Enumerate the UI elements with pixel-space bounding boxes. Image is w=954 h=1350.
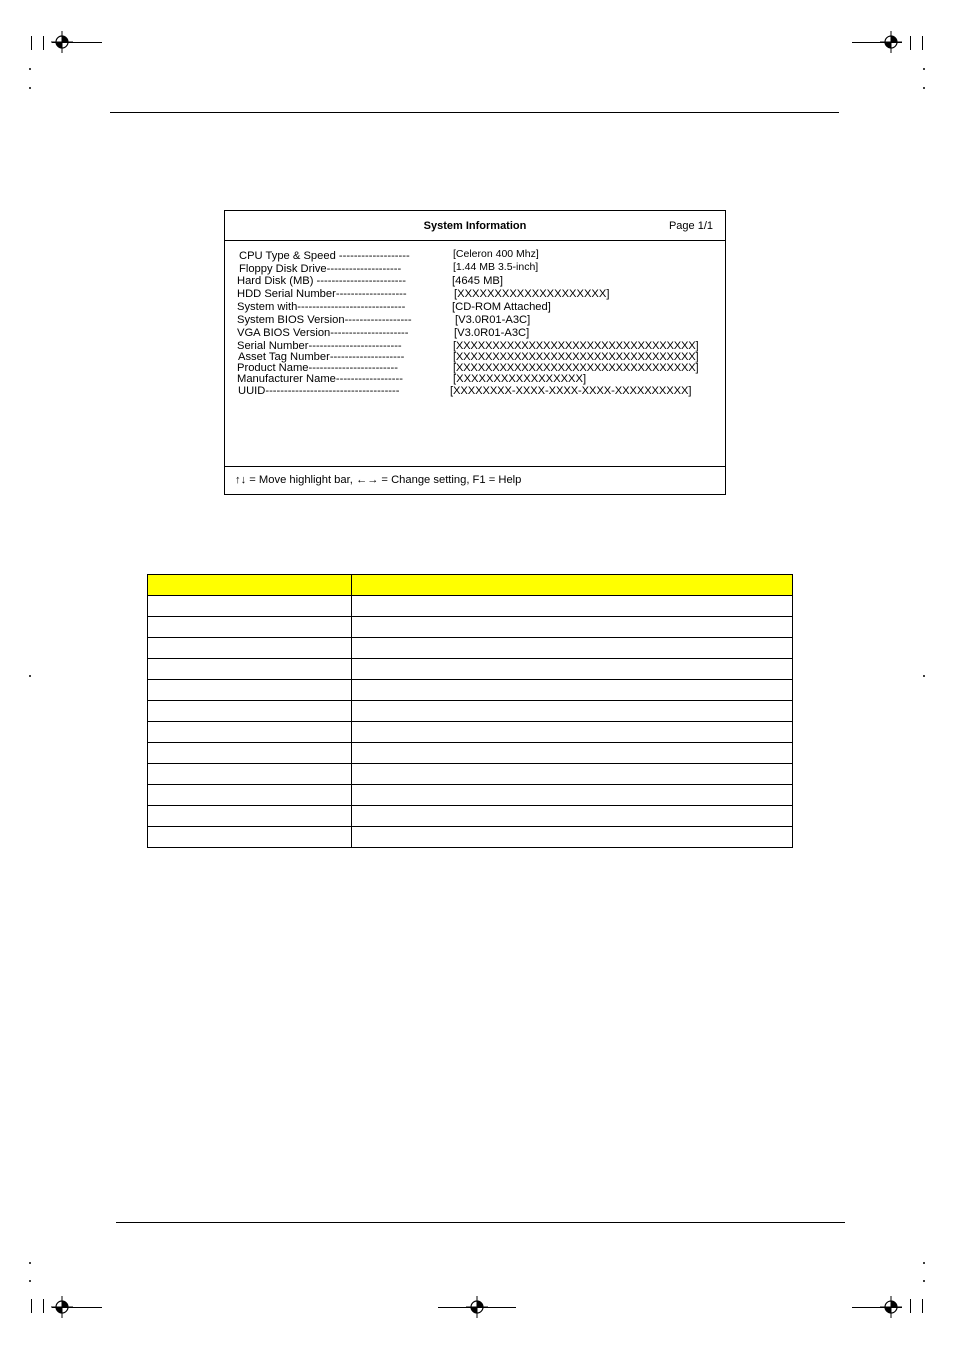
table-cell (352, 680, 793, 701)
crop-mark (922, 1299, 923, 1313)
table-cell (148, 764, 352, 785)
bios-header (225, 211, 725, 241)
bios-field-label: HDD Serial Number------------------- (237, 288, 407, 300)
crop-mark (31, 1299, 32, 1313)
table-row (148, 680, 793, 701)
crop-mark (43, 36, 44, 50)
table-cell (352, 722, 793, 743)
crop-mark (43, 1299, 44, 1313)
table-row (148, 785, 793, 806)
table-cell (148, 617, 352, 638)
table-cell (148, 659, 352, 680)
table-cell (352, 785, 793, 806)
bios-field-label: Manufacturer Name------------------ (237, 373, 403, 385)
table-row (148, 659, 793, 680)
margin-dot (29, 1280, 31, 1282)
table-row (148, 701, 793, 722)
parameter-table (147, 574, 793, 848)
table-row (148, 638, 793, 659)
bios-field-value[interactable]: [V3.0R01-A3C] (454, 327, 530, 339)
bios-field-value[interactable]: [XXXXXXXXXXXXXXXXXXXX] (454, 288, 610, 300)
table-cell (148, 701, 352, 722)
bios-field-label: System with----------------------------- (237, 301, 406, 313)
bios-field-value[interactable]: [Celeron 400 Mhz] (453, 248, 539, 260)
bios-field-label: Hard Disk (MB) ------------------------ (237, 275, 406, 287)
table-cell (352, 827, 793, 848)
table-header-cell (148, 575, 352, 596)
margin-dot (29, 68, 31, 70)
table-row (148, 722, 793, 743)
bios-field-label: System BIOS Version------------------ (237, 314, 412, 326)
table-cell (148, 638, 352, 659)
bios-field-value[interactable]: [1.44 MB 3.5-inch] (453, 261, 539, 273)
footer-rule (116, 1222, 845, 1223)
table-header-row (148, 575, 793, 596)
bios-field-value[interactable]: [XXXXXXXXXXXXXXXXX] (453, 373, 587, 385)
table-row (148, 764, 793, 785)
bios-field-value[interactable]: [V3.0R01-A3C] (455, 314, 531, 326)
bios-title: System Information (423, 220, 527, 232)
bios-field-label: Floppy Disk Drive-------------------- (239, 263, 402, 275)
bios-page-indicator: Page 1/1 (668, 220, 713, 232)
table-cell (352, 701, 793, 722)
table-row (148, 806, 793, 827)
bios-field-label: Product Name------------------------ (237, 362, 398, 374)
bios-field-label: UUID------------------------------------ (238, 385, 400, 397)
margin-dot (29, 1262, 31, 1264)
table-cell (352, 743, 793, 764)
table-row (148, 596, 793, 617)
bios-field-label: VGA BIOS Version--------------------- (237, 327, 409, 339)
table-cell (352, 617, 793, 638)
table-row (148, 827, 793, 848)
table-cell (352, 596, 793, 617)
bios-field-label: CPU Type & Speed ------------------- (239, 250, 410, 262)
table-cell (148, 785, 352, 806)
margin-dot (923, 1280, 925, 1282)
registration-mark-icon (51, 31, 73, 53)
table-row (148, 617, 793, 638)
margin-dot (923, 1262, 925, 1264)
crop-mark (922, 36, 923, 50)
crop-mark (910, 1299, 911, 1313)
bios-field-label: Asset Tag Number-------------------- (238, 351, 405, 363)
table-row (148, 743, 793, 764)
bios-field-value[interactable]: [CD-ROM Attached] (452, 301, 551, 313)
registration-mark-icon (466, 1296, 488, 1318)
crop-mark (31, 36, 32, 50)
registration-mark-icon (880, 31, 902, 53)
bios-field-label: Serial Number------------------------- (237, 340, 402, 352)
bios-system-information-screen (224, 210, 726, 495)
registration-mark-icon (51, 1296, 73, 1318)
table-cell (148, 722, 352, 743)
margin-dot (923, 68, 925, 70)
table-cell (352, 659, 793, 680)
bios-field-value[interactable]: [4645 MB] (452, 275, 503, 287)
margin-dot (923, 87, 925, 89)
table-cell (148, 680, 352, 701)
margin-dot (29, 87, 31, 89)
header-rule (110, 112, 839, 113)
registration-mark-icon (880, 1296, 902, 1318)
bios-field-value[interactable]: [XXXXXXXXXXXXXXXXXXXXXXXXXXXXXXXXX] (453, 351, 699, 363)
bios-footer (225, 466, 725, 494)
margin-dot (923, 675, 925, 677)
table-cell (352, 638, 793, 659)
table-cell (148, 743, 352, 764)
table-cell (352, 764, 793, 785)
bios-field-value[interactable]: [XXXXXXXXXXXXXXXXXXXXXXXXXXXXXXXXX] (453, 340, 699, 352)
table-cell (352, 806, 793, 827)
bios-field-value[interactable]: [XXXXXXXX-XXXX-XXXX-XXXX-XXXXXXXXXX] (450, 385, 692, 397)
table-cell (148, 596, 352, 617)
bios-help-text: ↑↓ = Move highlight bar, ←→ = Change setting, F1 = Help (235, 474, 522, 486)
table-header-cell (352, 575, 793, 596)
crop-mark (910, 36, 911, 50)
bios-field-value[interactable]: [XXXXXXXXXXXXXXXXXXXXXXXXXXXXXXXXX] (453, 362, 699, 374)
margin-dot (29, 675, 31, 677)
table-cell (148, 806, 352, 827)
table-cell (148, 827, 352, 848)
